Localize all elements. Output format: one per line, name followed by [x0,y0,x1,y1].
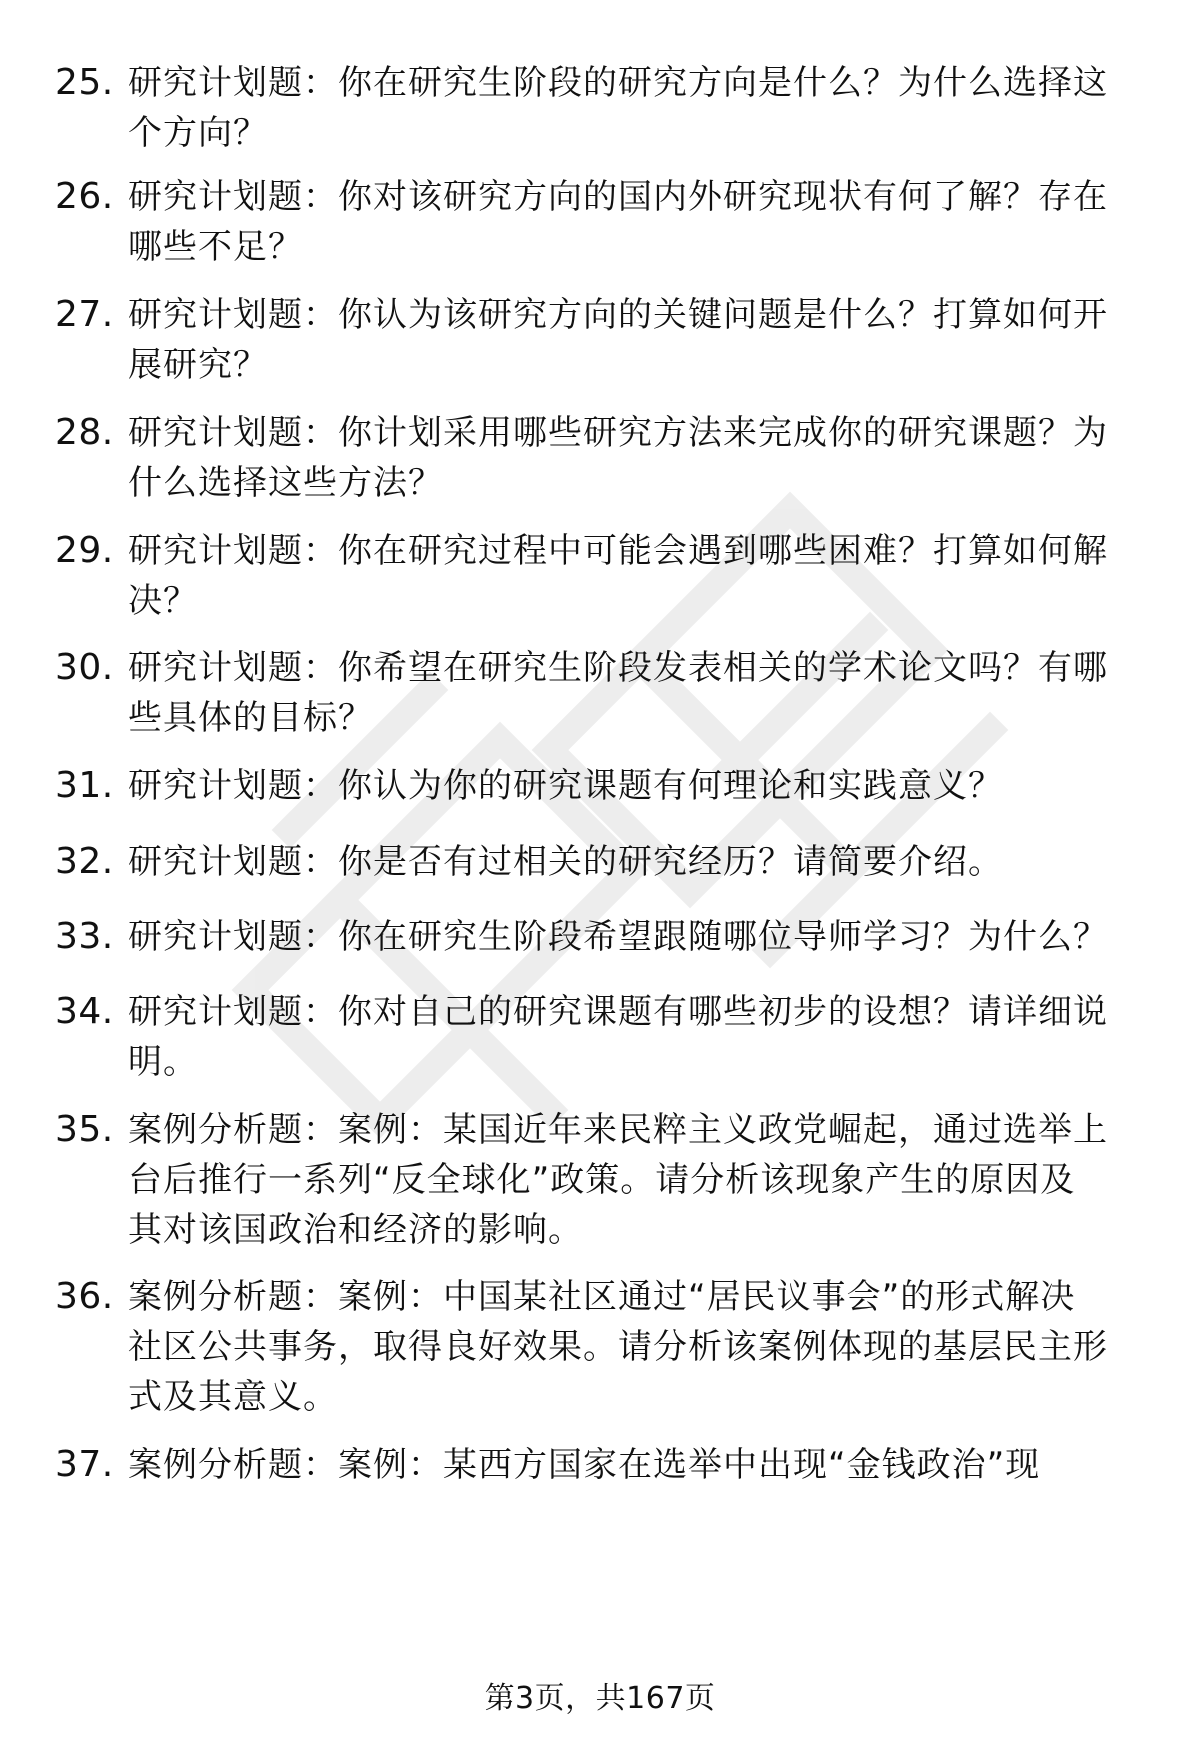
item-text-line: 案例分析题：案例：中国某社区通过“居民议事会”的形式解决 [128,1277,1076,1317]
item-text-line: 研究计划题：你认为你的研究课题有何理论和实践意义？ [128,766,1003,806]
item-text-line: 台后推行一系列“反全球化”政策。请分析该现象产生的原因及 [128,1160,1076,1200]
item-number: 28. [55,412,114,453]
item-number: 27. [55,294,114,335]
item-text-line: 研究计划题：你希望在研究生阶段发表相关的学术论文吗？有哪 [128,648,1108,688]
item-text-line: 研究计划题：你计划采用哪些研究方法来完成你的研究课题？为 [128,413,1108,453]
item-number: 32. [55,841,114,882]
item-number: 31. [55,765,114,806]
item-text-line: 展研究？ [128,345,268,385]
item-number: 25. [55,62,114,103]
item-text-line: 案例分析题：案例：某西方国家在选举中出现“金钱政治”现 [128,1445,1041,1485]
item-text-line: 案例分析题：案例：某国近年来民粹主义政党崛起，通过选举上 [128,1110,1108,1150]
item-text-line: 式及其意义。 [128,1377,338,1417]
page-footer: 第3页，共167页 [484,1681,716,1716]
item-text-line: 社区公共事务，取得良好效果。请分析该案例体现的基层民主形 [128,1327,1108,1367]
item-text-line: 研究计划题：你对该研究方向的国内外研究现状有何了解？存在 [128,177,1108,217]
item-number: 37. [55,1444,114,1485]
item-text-line: 些具体的目标？ [128,698,373,738]
item-number: 29. [55,530,114,571]
item-text-line: 研究计划题：你在研究生阶段的研究方向是什么？为什么选择这 [128,63,1108,103]
item-number: 36. [55,1276,114,1317]
item-text-line: 明。 [128,1042,198,1082]
item-number: 33. [55,916,114,957]
item-text-line: 哪些不足？ [128,227,303,267]
item-number: 35. [55,1109,114,1150]
item-text-line: 研究计划题：你在研究生阶段希望跟随哪位导师学习？为什么？ [128,917,1108,957]
item-text-line: 个方向？ [128,113,268,153]
item-text-line: 其对该国政治和经济的影响。 [128,1210,583,1250]
item-number: 30. [55,647,114,688]
item-text-line: 研究计划题：你在研究过程中可能会遇到哪些困难？打算如何解 [128,531,1108,571]
item-text-line: 什么选择这些方法？ [128,463,443,503]
item-number: 26. [55,176,114,217]
item-text-line: 研究计划题：你认为该研究方向的关键问题是什么？打算如何开 [128,295,1108,335]
item-text-line: 研究计划题：你对自己的研究课题有哪些初步的设想？请详细说 [128,992,1108,1032]
item-text-line: 决？ [128,581,198,621]
item-number: 34. [55,991,114,1032]
item-text-line: 研究计划题：你是否有过相关的研究经历？请简要介绍。 [128,842,1003,882]
